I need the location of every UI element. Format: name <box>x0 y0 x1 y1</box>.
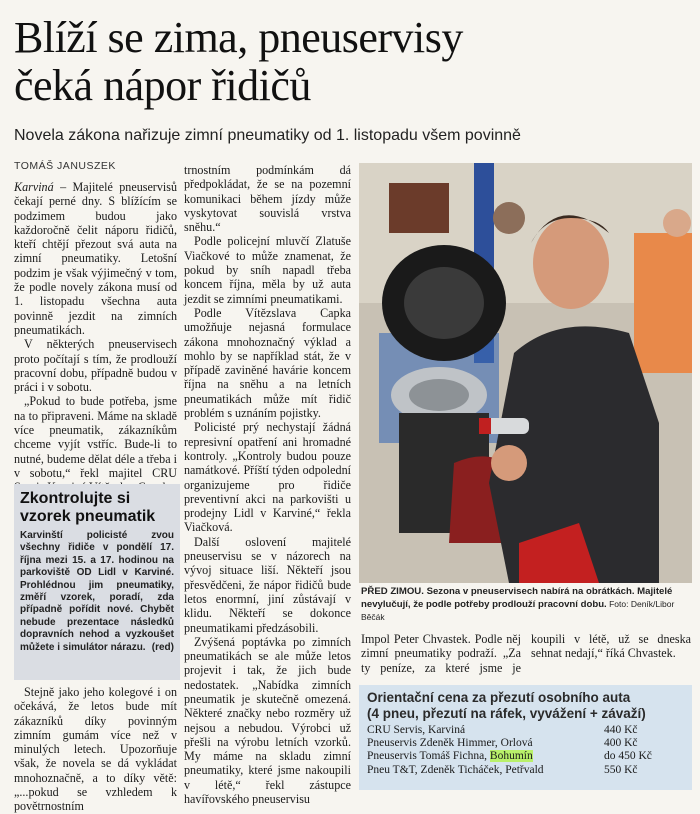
price-row <box>367 737 684 750</box>
headline <box>14 14 694 110</box>
service-price: 400 Kč <box>604 737 638 750</box>
price-row <box>367 750 684 763</box>
paragraph-7: Podle Vítězslava Capka umožňuje nejasná formulace zákona mnohoznačný výklad a mohlo by se například stát, že v případě zaviněné havárie koncem října na sněhu a na letních pneumatikách může mít řidič problém s uznáním pojistky. <box>184 305 351 421</box>
service-name: Pneu T&T, Zdeněk Ticháček, Petřvald <box>367 763 544 776</box>
price-table <box>367 724 684 777</box>
sidebar-heading: Zkontrolujte si vzorek pneumatik <box>20 490 156 525</box>
price-box <box>359 685 692 790</box>
service-name: Pneuservis Tomáš Fichna, Bohumín <box>367 750 533 763</box>
headline-line-1: Blíží se zima, pneuservisy <box>14 13 463 62</box>
caption-lead: PŘED ZIMOU. <box>361 586 424 597</box>
service-price: do 450 Kč <box>604 750 652 763</box>
photo-caption <box>361 586 691 624</box>
price-row <box>367 724 684 737</box>
service-name: CRU Servis, Karviná <box>367 724 466 736</box>
paragraph-3: „Pokud to bude potřeba, jsme na to připraveni. Máme na skladě více pneumatik, zákazníkům chceme vyjít vstříc. Bude-li to nutné, budeme dělat déle a třeba i v sobotu,“ řekl majitel CRU <box>14 394 177 480</box>
byline: TOMÁŠ JANUSZEK <box>14 160 116 172</box>
paragraph-8: Policisté prý nechystají žádná represivní opatření ani hromadné kontroly. „Kontroly budou pouze namátkové. Příští týden odpolední organizujeme pro řidiče preventivní akci na parkovišti u prodejny Lidl v Karviné,“ řekla Viačková. <box>184 420 351 535</box>
paragraph-2: V některých pneuservisech proto počítají s tím, že prodlouží pracovní dobu, případně budou v práci i v sobotu. <box>14 337 177 395</box>
paragraph-4: Stejně jako jeho kolegové i on očekává, že letos bude mít zákazníků díky povinným zimním gumám více než v minulých letech. Upozorňuje však, že novela se dá vykládat mnohoznačně, a to díky větě: „...pokud se vzhledem k povětrnostním <box>14 685 177 814</box>
service-name: Pneuservis Zdeněk Himmer, Orlová <box>367 737 533 750</box>
price-box-heading: Orientační cena za přezutí osobního auta (4 pneu, přezutí na ráfek, vyvážení + závaží) <box>367 690 646 721</box>
photo-illustration <box>359 163 692 583</box>
sidebar-signature: (red) <box>151 641 174 653</box>
column-1-top <box>14 180 177 480</box>
paragraph-11: Impol Peter Chvastek. Podle něj zimní pneumatiky podraží. „Za ty peníze, za které jsme je koupili v létě, už se dneska sehnat nedají,“ říká Chvastek. <box>361 632 691 675</box>
dateline: Karviná <box>14 180 54 194</box>
headline-line-2: čeká nápor řidičů <box>14 61 311 110</box>
paragraph-9: Další oslovení majitelé pneuservisu se v názorech na vývoj situace liší. Někteří jsou přesvědčeni, že nápor řidičů bude letos enormní, jiní zůstávají v klidu. Někteří se dokonce pneumatikami předzásobili. <box>184 534 351 635</box>
photo-tire-mechanic <box>359 163 692 583</box>
price-row <box>367 764 684 777</box>
paragraph-10: Zvýšená poptávka po zimních pneumatikách se ale může letos projevit i tak, že jich bude nedostatek. „Nabídka zimních pneumatik je skutečně omezená. Některé značky nebo rozměry už nejsou a nebudou. Výrobci už přešli na výrobu letních vzorků. My máme na skladu zimní pneumatiky, které jsme nakoupili v létě,“ řekl zástupce havířovského pneuservisu <box>184 634 351 807</box>
paragraph-1: Karviná – Majitelé pneuservisů čekají perné dny. S blížícím se podzimem budou jako každoročně čelit náporu řidičů, kteří chtějí přezout svá auta na zimní pneumatiky. Letošní podzim je však výjimečný v tom, že podle novely zákona musí od 1. listopadu všechna auta povinně jezdit na zimních pneumatikách. <box>14 180 177 337</box>
sidebar-body: Karvinští policisté zvou všechny řidiče v pondělí 17. října mezi 15. a 17. hodinou na parkoviště OD Lidl v Karviné. Prohlédnou jim pneumatiky, změří vzorek, poradí, zda případně pořídit nové. Chybět nebude prezentace následků dopravních nehod a vyzkoušet můžete i simulátor nárazu. (red) <box>20 530 174 653</box>
service-price: 550 Kč <box>604 763 638 776</box>
column-1-bottom <box>14 685 177 814</box>
photo-credit: Foto: Deník/Libor Běčák <box>361 599 675 622</box>
caption-text: Sezona v pneuservisech nabírá na obrátkách. Majitelé nevylučují, že podle potřeby prodlouží pracovní dobu. <box>361 586 673 610</box>
column-3 <box>361 632 691 682</box>
column-2 <box>184 163 351 807</box>
paragraph-5: trnostním podmínkám dá předpokládat, že se na pozemní komunikaci během jízdy může vyskytovat souvislá vrstva sněhu.“ <box>184 163 351 235</box>
deck: Novela zákona nařizuje zimní pneumatiky od 1. listopadu všem povinně <box>14 127 521 144</box>
sidebar-box <box>14 484 180 680</box>
highlighted-town: Bohumín <box>489 750 533 763</box>
paragraph-6: Podle policejní mluvčí Zlatuše Viačkové to může znamenat, že pokud by sníh napadl třeba koncem října, měla by už auta jezdit se zimními pneumatikami. <box>184 234 351 306</box>
service-price: 440 Kč <box>604 724 638 736</box>
